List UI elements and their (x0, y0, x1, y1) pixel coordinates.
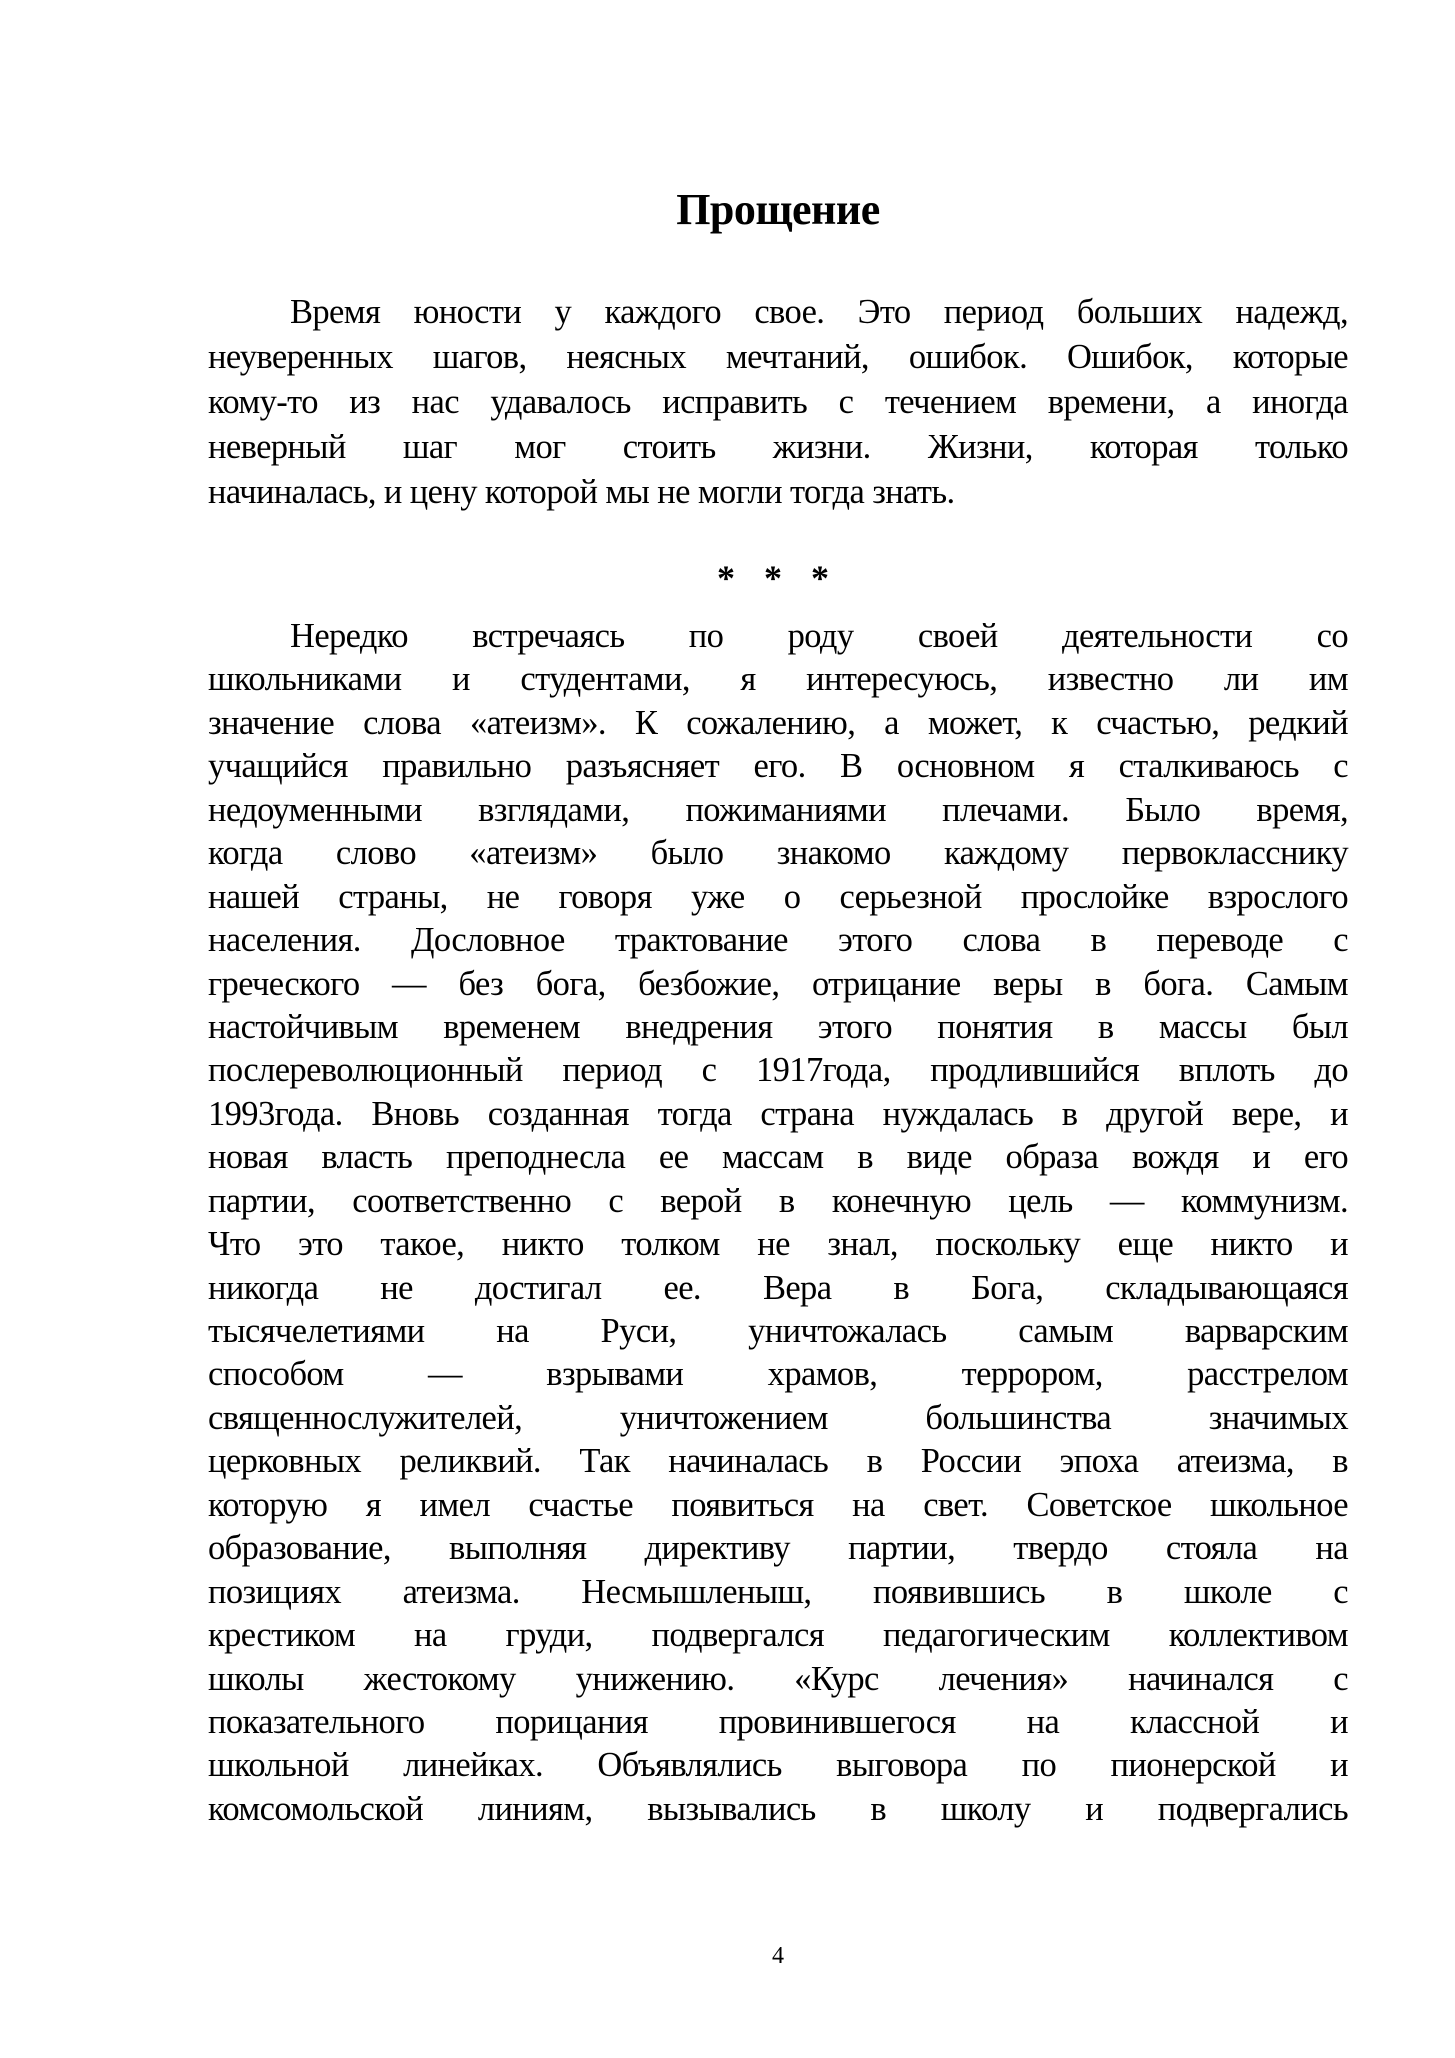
text-line (208, 1180, 1348, 1223)
text-line (208, 1744, 1348, 1787)
text-line-content: которую я имел счастье появиться на свет. Советское школьное (208, 1485, 1348, 1524)
text-line (208, 1484, 1348, 1527)
text-line (208, 745, 1348, 788)
text-line-content: школьной линейках. Объявлялись выговора по пионерской и (208, 1746, 1348, 1785)
text-line (208, 1614, 1348, 1657)
text-line (208, 1353, 1348, 1396)
text-line (208, 658, 1348, 701)
text-line-content: послереволюционный период с 1917года, продлившийся вплоть до (208, 1051, 1348, 1090)
text-line-content: школьниками и студентами, я интересуюсь, известно ли им (208, 660, 1348, 699)
text-line (208, 1267, 1348, 1310)
text-line (208, 1788, 1348, 1831)
text-line-content: значение слова «атеизм». К сожалению, а может, к счастью, редкий (208, 703, 1348, 742)
text-line (208, 1006, 1348, 1049)
text-line-content: греческого — без бога, безбожие, отрицание веры в бога. Самым (208, 964, 1348, 1003)
text-line (208, 919, 1348, 962)
text-line-content: никогда не достигал ее. Вера в Бога, складывающаяся (208, 1268, 1348, 1307)
text-line (208, 1136, 1348, 1179)
text-line (208, 1397, 1348, 1440)
text-line-content: крестиком на груди, подвергался педагогическим коллективом (208, 1616, 1348, 1655)
text-line-content: учащийся правильно разъясняет его. В основном я сталкиваюсь с (208, 747, 1348, 786)
text-line-content: способом — взрывами храмов, террором, расстрелом (208, 1355, 1348, 1394)
paragraph-2 (208, 615, 1348, 1831)
text-line-content: неверный шаг мог стоить жизни. Жизни, которая только (208, 428, 1348, 466)
text-line-content: кому-то из нас удавалось исправить с течением времени, а иногда (208, 383, 1348, 421)
text-line-content: священнослужителей, уничтожением большинства значимых (208, 1398, 1348, 1437)
text-line (208, 470, 1348, 515)
text-line-content: 1993года. Вновь созданная тогда страна нуждалась в другой вере, и (208, 1094, 1348, 1133)
text-line (208, 1571, 1348, 1614)
text-line-content: показательного порицания провинившегося на классной и (208, 1702, 1348, 1741)
text-line (208, 1701, 1348, 1744)
text-line-content: недоуменными взглядами, пожиманиями плечами. Было время, (208, 790, 1348, 829)
text-line-content: церковных реликвий. Так начиналась в России эпоха атеизма, в (208, 1442, 1348, 1481)
text-line (208, 876, 1348, 919)
page-number: 4 (772, 1943, 784, 1969)
text-line-content: настойчивым временем внедрения этого понятия в массы был (208, 1007, 1348, 1046)
text-line (208, 789, 1348, 832)
section-separator: * * * (717, 558, 839, 598)
text-line-content: партии, соответственно с верой в конечную цель — коммунизм. (208, 1181, 1348, 1220)
text-line (208, 290, 1348, 335)
text-line-content: позициях атеизма. Несмышленыш, появившись в школе с (208, 1572, 1348, 1611)
text-line-content: образование, выполняя директиву партии, твердо стояла на (208, 1529, 1348, 1568)
text-line (208, 615, 1348, 658)
text-line-content: когда слово «атеизм» было знакомо каждому первокласснику (208, 834, 1348, 873)
text-line (208, 380, 1348, 425)
text-line (208, 425, 1348, 470)
text-line (208, 335, 1348, 380)
text-line (208, 963, 1348, 1006)
text-line (208, 1093, 1348, 1136)
text-line-content: школы жестокому унижению. «Курс лечения» начинался с (208, 1659, 1348, 1698)
text-line-content: начиналась, и цену которой мы не могли тогда знать. (208, 473, 955, 511)
text-line-content: Что это такое, никто толком не знал, поскольку еще никто и (208, 1225, 1348, 1264)
text-line (208, 1223, 1348, 1266)
text-line (208, 1440, 1348, 1483)
text-line (208, 702, 1348, 745)
text-line (208, 1310, 1348, 1353)
text-line-content: населения. Дословное трактование этого слова в переводе с (208, 921, 1348, 960)
text-line-content: комсомольской линиям, вызывались в школу и подвергались (208, 1789, 1348, 1828)
text-line (208, 1658, 1348, 1701)
text-line (208, 1049, 1348, 1092)
text-line-content: новая власть преподнесла ее массам в виде образа вождя и его (208, 1138, 1348, 1177)
text-line-content: Нередко встречаясь по роду своей деятельности со (290, 617, 1348, 655)
text-line-content: Время юности у каждого свое. Это период больших надежд, (290, 293, 1348, 331)
text-line-content: неуверенных шагов, неясных мечтаний, ошибок. Ошибок, которые (208, 338, 1348, 376)
paragraph-1 (208, 290, 1348, 515)
text-line-content: тысячелетиями на Руси, уничтожалась самым варварским (208, 1312, 1348, 1350)
text-line-content: нашей страны, не говоря уже о серьезной прослойке взрослого (208, 877, 1348, 916)
chapter-title: Прощение (676, 185, 880, 234)
text-line (208, 1527, 1348, 1570)
text-line (208, 832, 1348, 875)
